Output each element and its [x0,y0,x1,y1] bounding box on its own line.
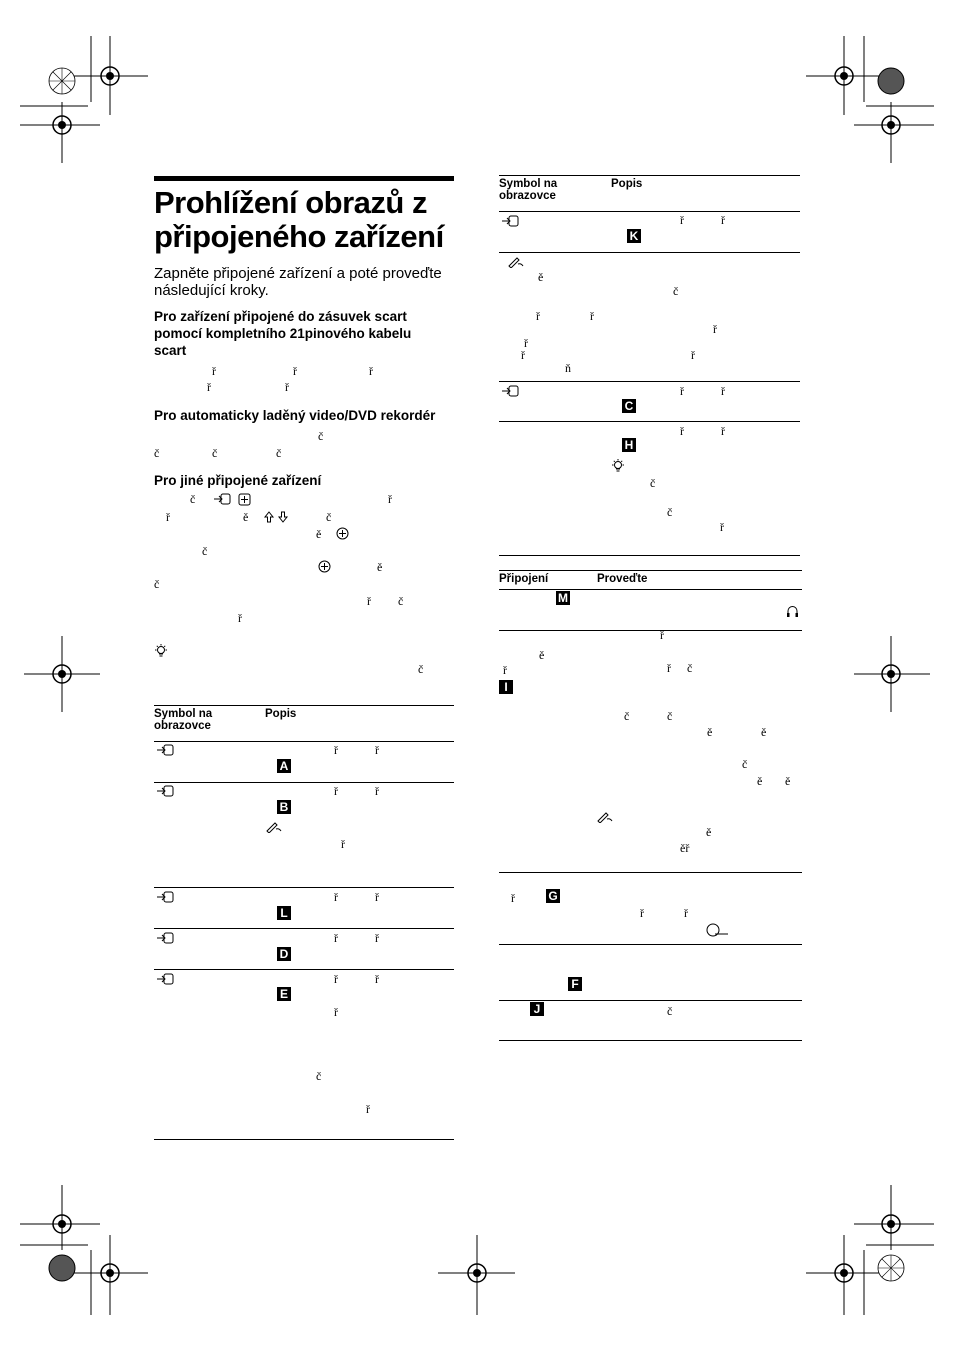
arrow-up-down-icon [263,511,291,523]
col-symbol-header: Symbol na obrazovce [154,708,213,732]
col-desc-header: Popis [611,178,643,190]
glyph: ř [691,348,695,362]
glyph: ř [334,784,338,798]
table-rule [499,175,800,176]
table-rule [499,1000,802,1001]
glyph: ř [285,380,289,394]
col-symbol-header: Symbol na obrazovce [499,178,558,202]
ok-button-icon [336,527,349,540]
connector-badge: K [627,229,641,243]
glyph: ě [757,774,763,788]
glyph: ř [590,309,594,323]
glyph: č [212,446,218,460]
glyph: č [154,577,160,591]
table-rule [154,969,454,970]
menu-icon [238,493,251,506]
table-rule [499,944,802,945]
glyph: ř [375,743,379,757]
glyph: č [624,709,630,723]
glyph: ň [565,361,571,375]
glyph: ř [660,628,664,642]
glyph: ř [511,891,515,905]
glyph: ř [366,1102,370,1116]
connector-badge: D [277,947,291,961]
glyph: ř [721,213,725,227]
connector-badge: G [546,889,560,903]
col-action-header: Proveďte [597,573,648,585]
glyph: ř [334,1005,338,1019]
col-connection-header: Připojení [499,573,549,585]
input-icon [213,493,231,505]
glyph: č [418,662,424,676]
table-rule [499,872,802,873]
ok-button-icon [318,560,331,573]
glyph: č [667,709,673,723]
note-icon [265,820,283,833]
glyph: ě [243,510,249,524]
glyph: č [687,661,693,675]
table-rule [499,421,800,422]
connector-badge: I [499,680,513,694]
glyph: ř [212,364,216,378]
glyph: ř [524,336,528,350]
glyph: ř [334,972,338,986]
glyph: ě [538,270,544,284]
table-rule [154,928,454,929]
glyph: ř [375,784,379,798]
glyph: č [667,505,673,519]
glyph: č [673,284,679,298]
table-rule [499,555,800,556]
input-icon [501,385,519,397]
col-desc-header: Popis [265,708,297,720]
glyph: ř [536,309,540,323]
glyph: ř [721,384,725,398]
glyph: ř [375,931,379,945]
glyph: ř [684,906,688,920]
connector-badge: E [277,987,291,1001]
table-rule [499,381,800,382]
connector-badge: F [568,977,582,991]
glyph: č [742,757,748,771]
input-icon [156,932,174,944]
connector-badge: C [622,399,636,413]
table-rule [499,570,802,571]
note-icon [596,810,614,823]
glyph: ř [388,492,392,506]
input-icon [156,891,174,903]
glyph: ř [521,348,525,362]
input-icon [501,215,519,227]
glyph: ě [785,774,791,788]
table-rule [154,705,454,706]
connector-badge: A [277,759,291,773]
connector-badge: L [277,906,291,920]
section-scart-heading: Pro zařízení připojené do zásuvek scart pomocí kompletního 21pinového kabelu scart [154,309,412,358]
glyph: ř [341,837,345,851]
glyph: č [154,446,160,460]
input-icon [156,785,174,797]
table-rule [499,211,800,212]
glyph: ř [503,663,507,677]
connector-badge: M [558,591,568,605]
connector-badge: J [530,1002,544,1016]
glyph: č [202,544,208,558]
page-title: Prohlížení obrazů z připojeného zařízení [154,185,444,254]
section-other-heading: Pro jiné připojené zařízení [154,473,322,488]
glyph: ř [334,890,338,904]
intro-text: Zapněte připojené zařízení a poté proveďte následující kroky. [154,265,442,299]
glyph: ř [238,611,242,625]
glyph: ř [375,972,379,986]
glyph: ř [334,931,338,945]
tip-icon [154,643,168,659]
glyph: ř [166,510,170,524]
glyph: č [667,1004,673,1018]
input-icon [156,744,174,756]
glyph: č [650,476,656,490]
section-auto-heading: Pro automaticky laděný video/DVD rekordér [154,408,436,423]
input-icon [156,973,174,985]
glyph: č [398,594,404,608]
glyph: č [326,510,332,524]
glyph: ř [367,594,371,608]
glyph: ř [680,424,684,438]
table-rule [154,1139,454,1140]
table-rule [499,589,802,590]
glyph: č [318,429,324,443]
glyph: ěř [680,841,690,855]
table-rule [499,1040,802,1041]
glyph: č [316,1069,322,1083]
table-rule [499,252,800,253]
glyph: č [276,446,282,460]
headphones-icon [786,605,799,618]
glyph: č [190,492,196,506]
glyph: ř [640,906,644,920]
title-bar [154,176,454,181]
glyph: ř [293,364,297,378]
glyph: ě [316,527,322,541]
glyph: ě [707,725,713,739]
glyph: ě [761,725,767,739]
glyph: ř [680,384,684,398]
glyph: ř [721,424,725,438]
glyph: ř [680,213,684,227]
connector-badge: B [277,800,291,814]
glyph: ř [667,661,671,675]
glyph: ř [375,890,379,904]
table-rule [154,887,454,888]
output-jack-icon [705,922,729,938]
glyph: ř [713,322,717,336]
glyph: ř [369,364,373,378]
glyph: ř [720,520,724,534]
glyph: ř [207,380,211,394]
connector-badge: H [622,438,636,452]
table-rule [154,782,454,783]
note-icon [507,255,525,268]
tip-icon [611,458,625,474]
glyph: ě [539,648,545,662]
glyph: ě [377,560,383,574]
glyph: ě [706,825,712,839]
glyph: ř [334,743,338,757]
table-rule [499,630,802,631]
table-rule [154,741,454,742]
